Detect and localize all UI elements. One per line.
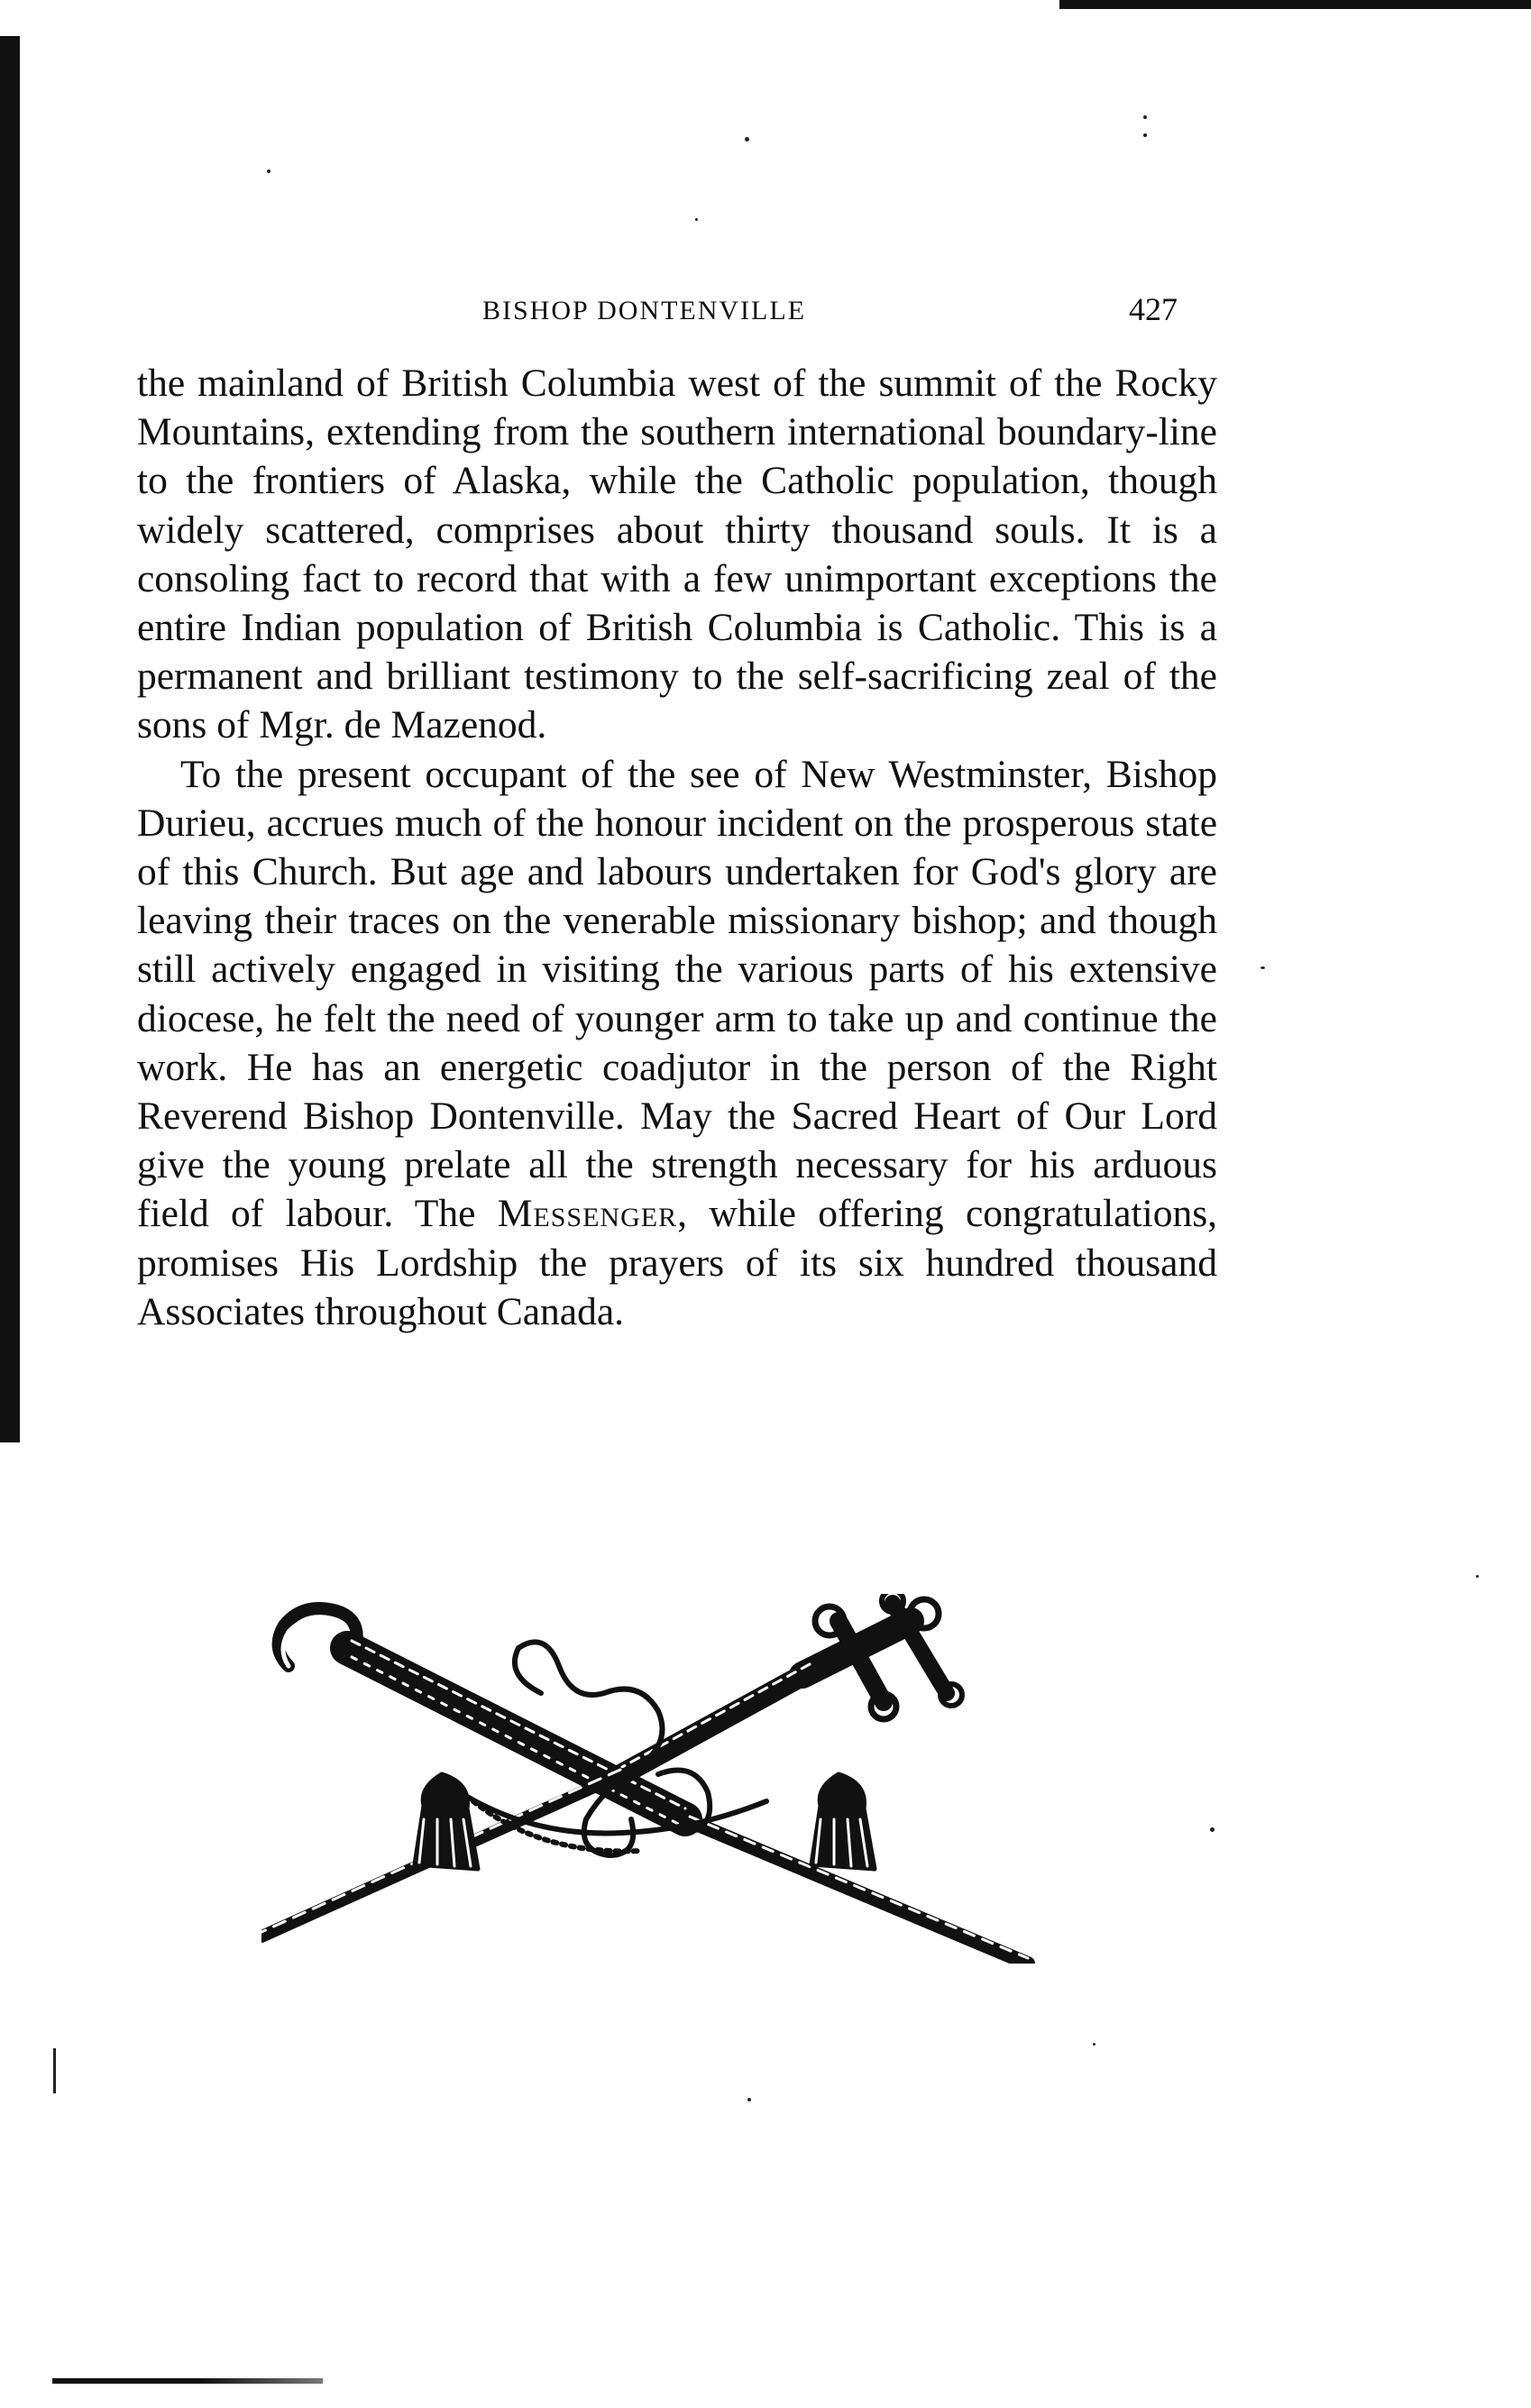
paragraph-2 <box>137 750 1217 1336</box>
running-title: BISHOP DONTENVILLE <box>482 296 807 325</box>
body-text <box>137 359 1217 1336</box>
scan-speck <box>1476 1575 1479 1578</box>
crozier-icon <box>279 1608 1028 1964</box>
crossed-crozier-and-cross-ornament-icon <box>261 1594 1109 1964</box>
scan-top-rule <box>1059 0 1531 9</box>
scan-speck <box>745 137 749 142</box>
page-number: 427 <box>1129 291 1178 327</box>
scan-speck <box>1143 133 1147 137</box>
scan-speck <box>1093 2043 1096 2046</box>
scan-edge-shadow <box>0 36 20 1442</box>
messenger-smallcaps: Messenger <box>497 1192 678 1236</box>
scan-speck <box>695 218 698 221</box>
running-header <box>140 290 1222 335</box>
cord-icon <box>460 1642 766 1855</box>
scan-speck <box>53 2048 56 2093</box>
scan-speck <box>1210 1827 1215 1832</box>
scan-speck <box>1143 115 1147 119</box>
paragraph-2-text-before: To the present occupant of the see of New Westminster, Bishop Durieu, accrues much of the honour incident on the prosperous state of this Church. But age and labours undertaken for God's glory are leaving their traces on the venerable missionary bishop; and though still actively engaged in visiting the various parts of his extensive diocese, he felt the need of younger arm to take up and continue the work. He has an energetic coadjutor in the person of the Right Reverend Bishop Dontenville. May the Sacred Heart of Our Lord give the young prelate all the strength necessary for his arduous field of labour. The <box>137 752 1217 1236</box>
scan-speck <box>747 2098 751 2101</box>
scan-speck <box>1261 966 1265 969</box>
paragraph-2-text-after: , while offering congratulations, promises His Lordship the prayers of its six hundred thousand Associates throughout Canada. <box>137 1192 1217 1333</box>
scan-speck <box>267 169 270 173</box>
scan-bottom-rule <box>52 2378 323 2384</box>
paragraph-1: the mainland of British Columbia west of the summit of the Rocky Mountains, extending from the southern international boundary-line to the frontiers of Alaska, while the Catholic population, though widely scattered, comprises about thirty thousand souls. It is a consoling fact to record that with a few unimportant exceptions the entire Indian population of British Columbia is Catholic. This is a permanent and brilliant testimony to the self-sacrificing zeal of the sons of Mgr. de Mazenod. <box>137 362 1217 747</box>
